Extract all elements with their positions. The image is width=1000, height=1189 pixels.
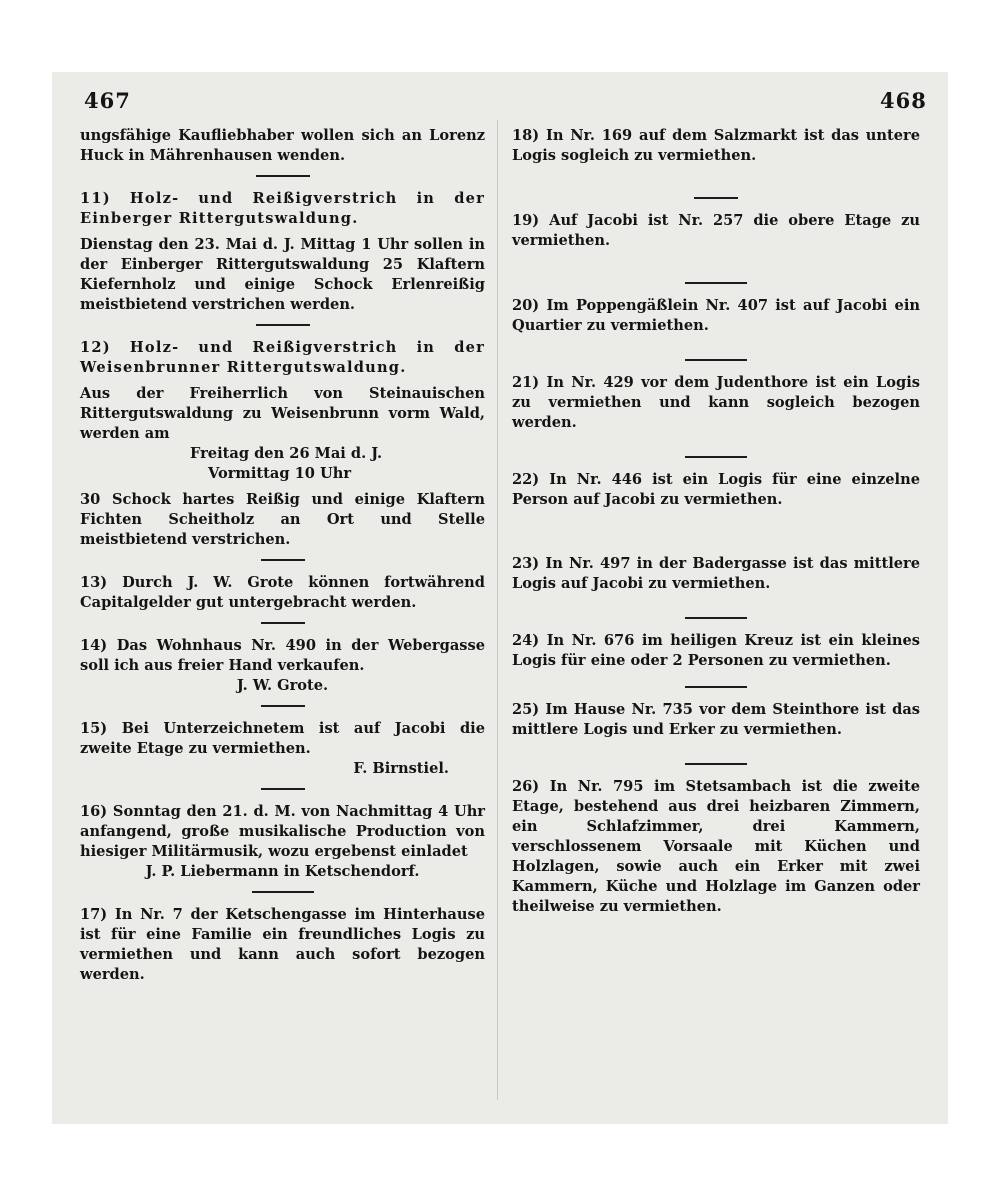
separator-rule	[261, 622, 305, 624]
right-column	[512, 126, 920, 917]
notice-11-body: Dienstag den 23. Mai d. J. Mittag 1 Uhr sollen in der Einberger Rittergutswaldung 25 Klaftern Kiefernholz und einige Schock Erlenreißig meistbietend verstrichen werden.	[80, 236, 485, 313]
notice-22: 22) In Nr. 446 ist ein Logis für eine einzelne Person auf Jacobi zu vermiethen.	[512, 471, 920, 508]
separator-rule	[685, 456, 747, 458]
separator-rule	[256, 324, 310, 326]
left-column	[80, 126, 485, 985]
notice-14-signature: J. W. Grote.	[236, 677, 329, 694]
notice-13: 13) Durch J. W. Grote können fortwährend Capitalgelder gut untergebracht werden.	[80, 574, 485, 611]
separator-rule	[685, 686, 747, 688]
notice-26: 26) In Nr. 795 im Stetsambach ist die zweite Etage, bestehend aus drei heizbaren Zimmern, ein Schlafzimmer, drei Kammern, verschlossenem Vorsaale mit Küchen und Holzlagen, sowie auch ein Erker mit zwei Kammern, Küche und Holzlage im Ganzen oder theilweise zu vermiethen.	[512, 778, 920, 915]
notice-18: 18) In Nr. 169 auf dem Salzmarkt ist das untere Logis sogleich zu vermiethen.	[512, 127, 920, 164]
notice-24: 24) In Nr. 676 im heiligen Kreuz ist ein kleines Logis für eine oder 2 Personen zu vermiethen.	[512, 632, 920, 669]
notice-12-date: Freitag den 26 Mai d. J.	[190, 445, 383, 462]
notice-23: 23) In Nr. 497 in der Badergasse ist das mittlere Logis auf Jacobi zu vermiethen.	[512, 555, 920, 592]
notice-21: 21) In Nr. 429 vor dem Judenthore ist ein Logis zu vermiethen und kann sogleich bezogen werden.	[512, 374, 920, 431]
notice-12-body-continued: 30 Schock hartes Reißig und einige Klaftern Fichten Scheitholz an Ort und Stelle meistbietend verstrichen.	[80, 491, 485, 548]
notice-11-title: 11) Holz- und Reißigverstrich in der Einberger Rittergutswaldung.	[80, 190, 485, 227]
notice-12-body: Aus der Freiherrlich von Steinauischen Rittergutswaldung zu Weisenbrunn vorm Wald, werden am	[80, 385, 485, 442]
notice-16-signature: J. P. Liebermann in Ketschendorf.	[145, 863, 420, 880]
notice-17: 17) In Nr. 7 der Ketschengasse im Hinterhause ist für eine Familie ein freundliches Logis zu vermiethen und kann auch sofort bezogen werden.	[80, 906, 485, 983]
notice-12-time: Vormittag 10 Uhr	[208, 465, 352, 482]
separator-rule	[252, 891, 314, 893]
notice-25: 25) Im Hause Nr. 735 vor dem Steinthore ist das mittlere Logis und Erker zu vermiethen.	[512, 701, 920, 738]
column-gutter	[497, 120, 498, 1100]
separator-rule	[261, 559, 305, 561]
left-page-number: 467	[84, 88, 131, 113]
notice-15: 15) Bei Unterzeichnetem ist auf Jacobi die zweite Etage zu vermiethen.	[80, 720, 485, 757]
continued-notice: ungsfähige Kaufliebhaber wollen sich an Lorenz Huck in Mährenhausen wenden.	[80, 127, 485, 164]
notice-19: 19) Auf Jacobi ist Nr. 257 die obere Etage zu vermiethen.	[512, 212, 920, 249]
notice-14: 14) Das Wohnhaus Nr. 490 in der Webergasse soll ich aus freier Hand verkaufen.	[80, 637, 485, 674]
separator-rule	[685, 617, 747, 619]
separator-rule	[256, 175, 310, 177]
right-page-number: 468	[880, 88, 927, 113]
separator-rule	[694, 197, 738, 199]
notice-20: 20) Im Poppengäßlein Nr. 407 ist auf Jacobi ein Quartier zu vermiethen.	[512, 297, 920, 334]
separator-rule	[261, 788, 305, 790]
separator-rule	[261, 705, 305, 707]
notice-15-signature: F. Birnstiel.	[353, 760, 449, 777]
separator-rule	[685, 763, 747, 765]
separator-rule	[685, 359, 747, 361]
notice-12-title: 12) Holz- und Reißigverstrich in der Weisenbrunner Rittergutswaldung.	[80, 339, 485, 376]
separator-rule	[685, 282, 747, 284]
notice-16: 16) Sonntag den 21. d. M. von Nachmittag 4 Uhr anfangend, große musikalische Production von hiesiger Militärmusik, wozu ergebenst einladet	[80, 803, 485, 860]
